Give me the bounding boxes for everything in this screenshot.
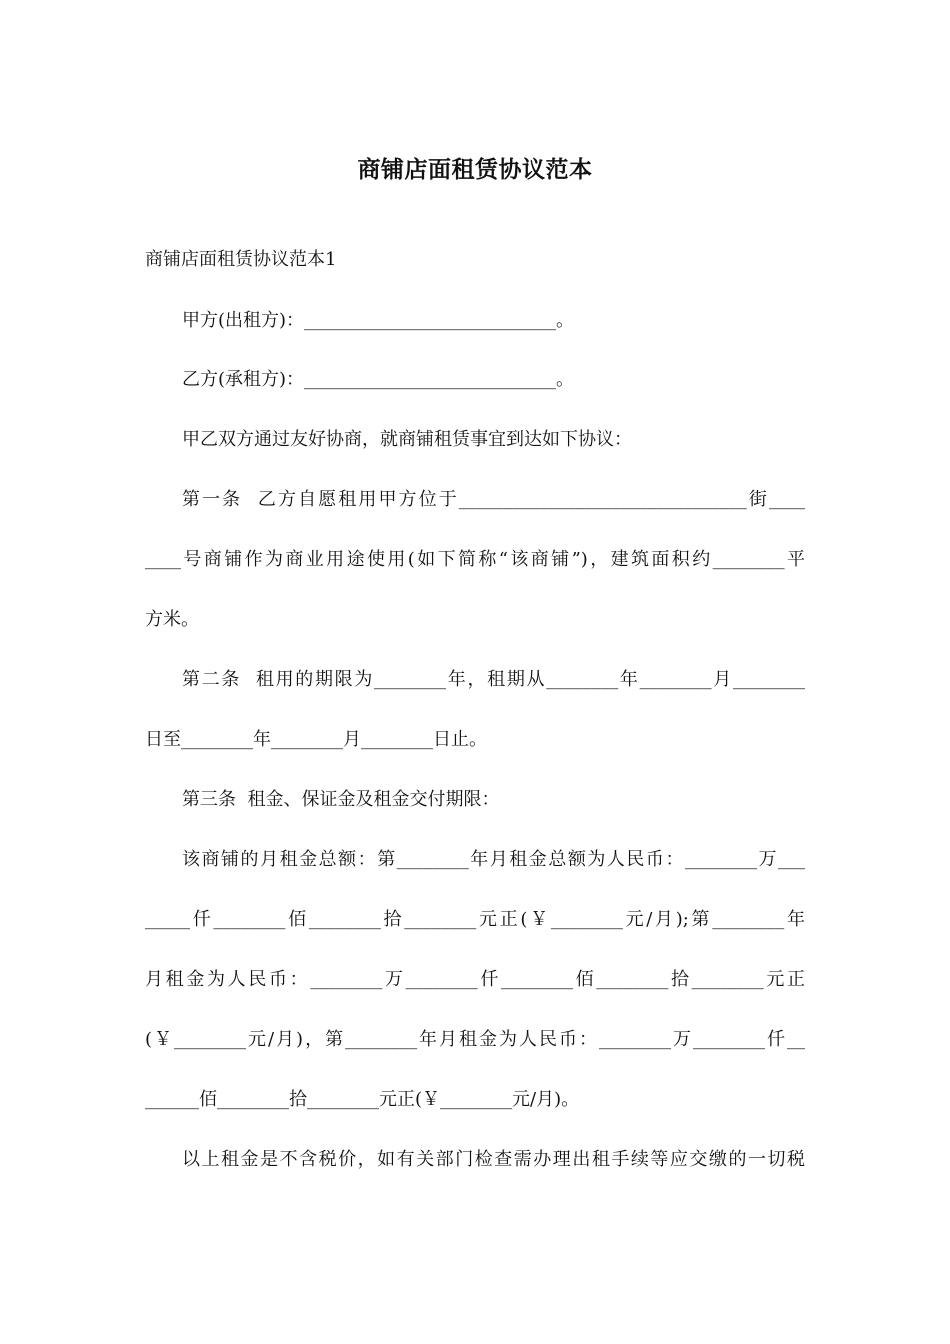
rent-line-5: ______佰________拾________元正(￥________元/月)。 xyxy=(145,1089,580,1110)
rent-line-3: 月租金为人民币：________万________仟________佰________拾________元正 xyxy=(145,969,805,990)
rent-line-2: _____仟________佰________拾________元正(￥________元/月);第________年 xyxy=(145,909,805,930)
article-2-line-1: 第二条 租用的期限为________年，租期从________年________月________ xyxy=(182,669,805,690)
section-heading: 商铺店面租赁协议范本1 xyxy=(145,249,337,270)
rent-line-1: 该商铺的月租金总额：第________年月租金总额为人民币：________万___ xyxy=(182,849,805,870)
tax-line-1: 以上租金是不含税价，如有关部门检查需办理出租手续等应交缴的一切税 xyxy=(182,1149,805,1170)
rent-line-4: (￥________元/月)，第________年月租金为人民币：________万________仟__ xyxy=(145,1029,805,1050)
article-1-line-1: 第一条 乙方自愿租用甲方位于________________________________街____ xyxy=(182,489,805,510)
article-1-line-2: ____号商铺作为商业用途使用(如下简称“该商铺”)，建筑面积约________平 xyxy=(145,549,805,570)
document-title: 商铺店面租赁协议范本 xyxy=(357,157,593,183)
article-2-line-2: 日至________年________月________日止。 xyxy=(145,729,487,750)
party-a-line: 甲方(出租方)：____________________________。 xyxy=(182,310,575,331)
article-3-heading: 第三条 租金、保证金及租金交付期限： xyxy=(182,789,500,810)
agreement-intro: 甲乙双方通过友好协商，就商铺租赁事宜到达如下协议： xyxy=(182,429,632,450)
party-b-line: 乙方(承租方)：____________________________。 xyxy=(182,369,575,390)
article-1-line-3: 方米。 xyxy=(145,609,199,630)
